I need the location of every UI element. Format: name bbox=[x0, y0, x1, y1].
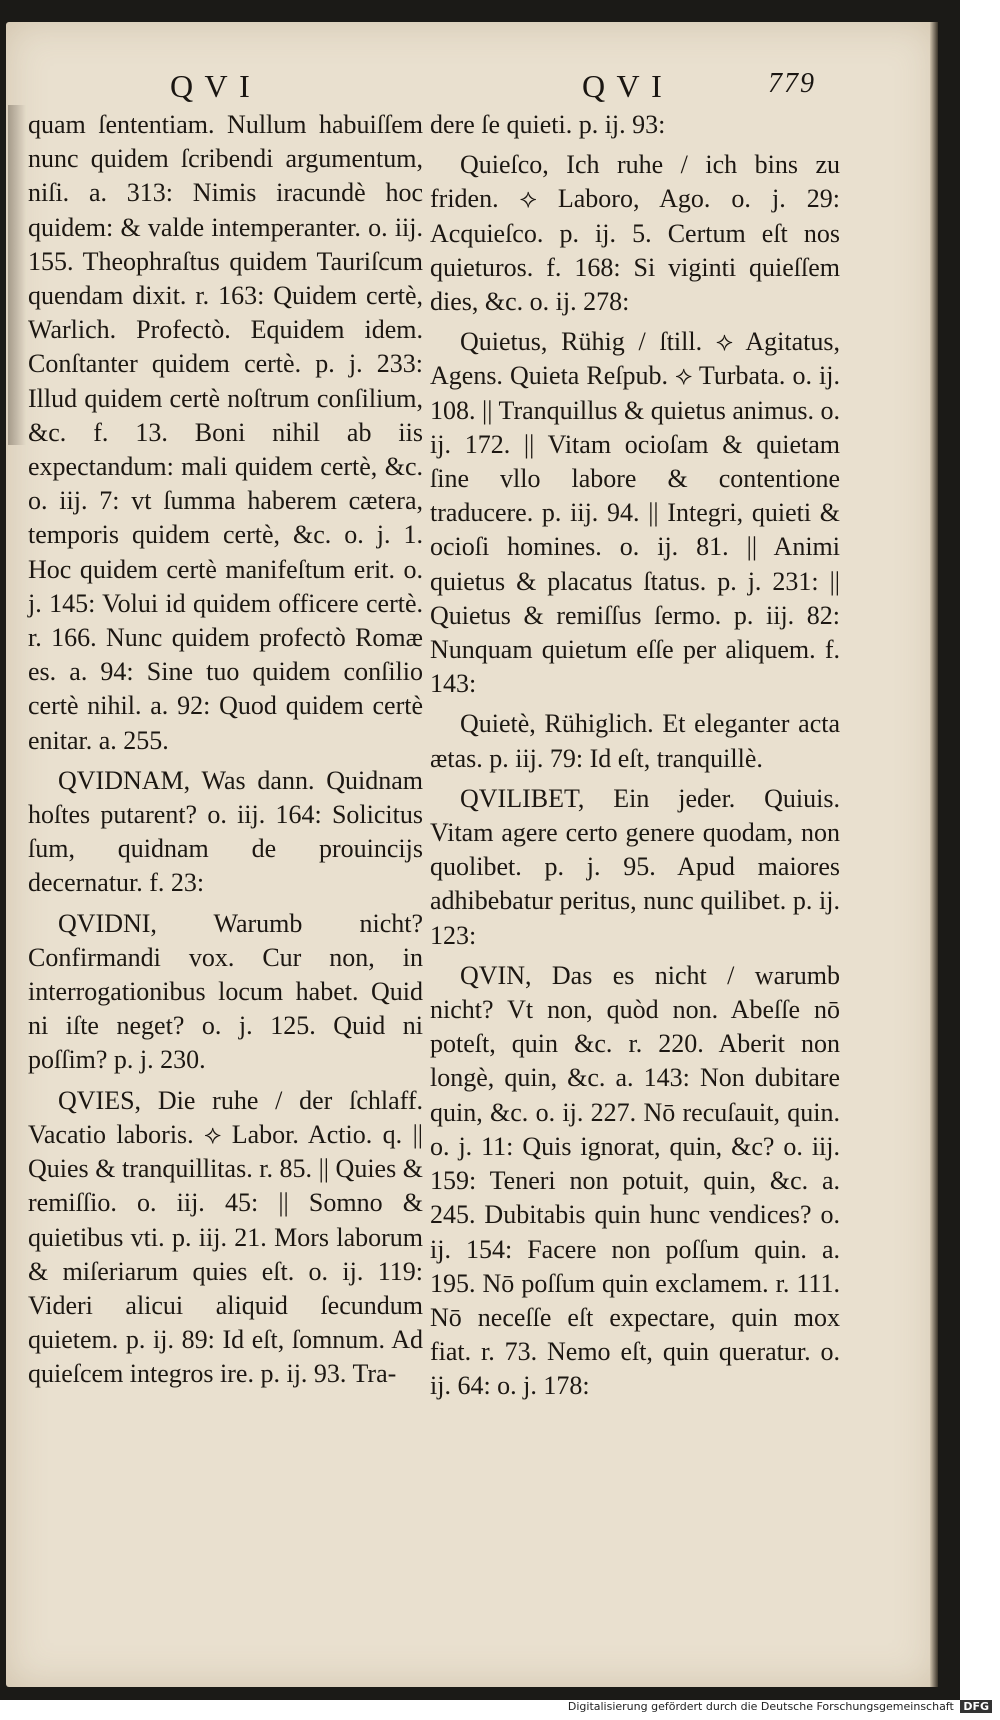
entry-quies: QVIES, Die ruhe / der ſchlaff. Vacatio laboris. ⟡ Labor. Actio. q. || Quies & tranquillitas. r. 85. || Quies & remiſſio. o. iij. 45: || Somno & quietibus vti. p. iij. 21. Mors laborum & miſeriarum quies eſt. o. ij. 119: Videri alicui aliquid ſecundum quietem. p. ij. 89: Id eſt, ſomnum. Ad quieſcem integros ire. p. ij. 93. Tra- bbox=[28, 1085, 423, 1389]
entry-quidni: QVIDNI, Warumb nicht? Confirmandi vox. Cur non, in interrogationibus locum habet. Quid ni iſte neget? o. j. 125. Quid ni poſſim? p. j. 230. bbox=[28, 908, 423, 1075]
dfg-logo: DFG bbox=[960, 1700, 992, 1713]
entry-quin: QVIN, Das es nicht / warumb nicht? Vt non, quòd non. Abeſſe nō poteſt, quin &c. r. 220. Aberit non longè, quin, &c. a. 143: Non dubitare quin, &c. o. ij. 227. Nō recuſauit, quin. o. j. 11: Quis ignorat, quin, &c? o. iij. 159: Teneri non potuit, quin, &c. a. 245. Dubitabis quin hunc vendices? o. ij. 154: Facere non poſſum quin. a. 195. Nō poſſum quin exclamem. r. 111. Nō neceſſe eſt expectare, quin mox fiat. r. 73. Nemo eſt, quin queratur. o. ij. 64: o. j. 178: bbox=[430, 960, 840, 1401]
entry-quiete: Quietè, Rühiglich. Et eleganter acta ætas. p. iij. 79: Id eſt, tranquillè. bbox=[430, 709, 840, 773]
right-column bbox=[430, 108, 840, 1406]
paragraph: quam ſententiam. Nullum habuiſſem nunc quidem ſcribendi argumentum, niſi. a. 313: Nimis iracundè hoc quidem: & valde intemperanter. o. iij. 155. Theophraſtus quidem Tauriſcum quendam dixit. r. 163: Quidem certè, Warlich. Profectò. Equidem idem. Conſtanter quidem certè. p. j. 233: Illud quidem certè noſtrum conſilium, &c. f. 13. Boni nihil ab iis expectandum: mali quidem certè, &c. o. iij. 7: vt ſumma haberem cætera, temporis quidem certè, &c. o. j. 1. Hoc quidem certè manifeſtum erit. o. j. 145: Volui id quidem officere certè. r. 166. Nunc quidem profectò Romæ es. a. 94: Sine tuo quidem conſilio certè nihil. a. 92: Quod quidem certè enitar. a. 255. bbox=[28, 110, 423, 755]
left-column bbox=[28, 108, 423, 1394]
running-head-left: Q V I bbox=[170, 68, 252, 104]
running-head-right: Q V I bbox=[582, 68, 664, 104]
page-edge bbox=[930, 22, 938, 1687]
binding-shadow bbox=[8, 105, 26, 445]
running-head bbox=[0, 68, 930, 108]
paragraph: dere ſe quieti. p. ij. 93: bbox=[430, 110, 666, 139]
page-number: 779 bbox=[768, 68, 816, 99]
entry-quidnam: QVIDNAM, Was dann. Quidnam hoſtes putarent? o. iij. 164: Solicitus ſum, quidnam de prouincijs decernatur. f. 23: bbox=[28, 765, 423, 898]
entry-quiesco: Quieſco, Ich ruhe / ich bins zu friden. ⟡ Laboro, Ago. o. j. 29: Acquieſco. p. ij. 5. Certum eſt nos quieturos. f. 168: Si viginti quieſſem dies, &c. o. ij. 278: bbox=[430, 150, 840, 317]
entry-quilibet: QVILIBET, Ein jeder. Quiuis. Vitam agere certo genere quodam, non quolibet. p. j. 95. Apud maiores adhibebatur peritus, nunc quilibet. p. ij. 123: bbox=[430, 783, 840, 950]
entry-quietus: Quietus, Rühig / ſtill. ⟡ Agitatus, Agens. Quieta Reſpub. ⟡ Turbata. o. ij. 108. || Tranquillus & quietus animus. o. ij. 172. || Vitam ocioſam & quietam ſine vllo labore & contentione traducere. p. iij. 94. || Integri, quieti & ocioſi homines. o. ij. 81. || Animi quietus & placatus ſtatus. p. j. 231: || Quietus & remiſſus ſermo. p. iij. 82: Nunquam quietum eſſe per aliquem. f. 143: bbox=[430, 327, 840, 699]
footer-credit bbox=[568, 1700, 992, 1713]
footer-text: Digitalisierung gefördert durch die Deutsche Forschungsgemeinschaft bbox=[567, 1700, 954, 1713]
